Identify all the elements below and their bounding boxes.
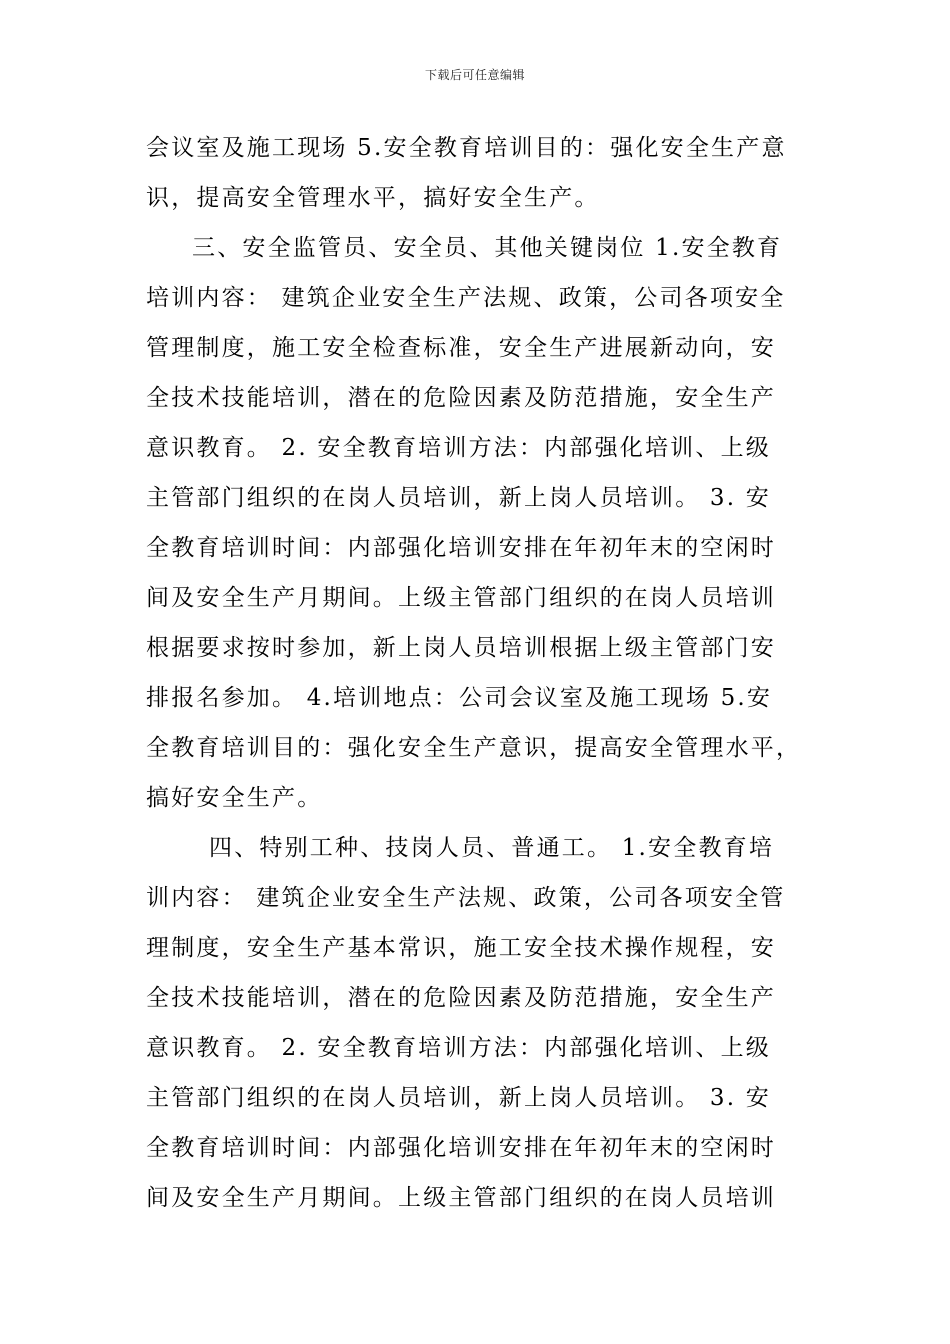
text-line: 根据要求按时参加，新上岗人员培训根据上级主管部门安 bbox=[146, 635, 776, 661]
text-line: 意识教育。 2. 安全教育培训方法：内部强化培训、上级 bbox=[146, 1035, 771, 1061]
text-line: 管理制度，施工安全检查标准，安全生产进展新动向，安 bbox=[146, 335, 776, 361]
section-heading-line: 四、特别工种、技岗人员、普通工。 1.安全教育培 bbox=[209, 835, 775, 861]
section-heading-line: 三、安全监管员、安全员、其他关键岗位 1.安全教育 bbox=[192, 235, 783, 261]
text-line: 全教育培训时间：内部强化培训安排在年初年末的空闲时 bbox=[146, 535, 776, 561]
text-line: 全技术技能培训，潜在的危险因素及防范措施，安全生产 bbox=[146, 385, 776, 411]
text-line: 搞好安全生产。 bbox=[146, 785, 323, 811]
text-line: 会议室及施工现场 5.安全教育培训目的：强化安全生产意 bbox=[146, 135, 787, 161]
text-line: 意识教育。 2. 安全教育培训方法：内部强化培训、上级 bbox=[146, 435, 771, 461]
text-line: 全教育培训时间：内部强化培训安排在年初年末的空闲时 bbox=[146, 1135, 776, 1161]
text-line: 培训内容： 建筑企业安全生产法规、政策，公司各项安全 bbox=[146, 285, 786, 311]
text-line: 主管部门组织的在岗人员培训，新上岗人员培训。 3. 安 bbox=[146, 485, 771, 511]
text-line: 主管部门组织的在岗人员培训，新上岗人员培训。 3. 安 bbox=[146, 1085, 771, 1111]
text-line: 全教育培训目的：强化安全生产意识，提高安全管理水平， bbox=[146, 735, 802, 761]
text-line: 间及安全生产月期间。上级主管部门组织的在岗人员培训 bbox=[146, 585, 776, 611]
header-note: 下载后可任意编辑 bbox=[424, 68, 525, 82]
text-line: 识，提高安全管理水平，搞好安全生产。 bbox=[146, 185, 600, 211]
text-line: 间及安全生产月期间。上级主管部门组织的在岗人员培训 bbox=[146, 1185, 776, 1211]
text-line: 全技术技能培训，潜在的危险因素及防范措施，安全生产 bbox=[146, 985, 776, 1011]
text-line: 理制度，安全生产基本常识，施工安全技术操作规程，安 bbox=[146, 935, 776, 961]
text-line: 排报名参加。 4.培训地点：公司会议室及施工现场 5.安 bbox=[146, 685, 773, 711]
text-line: 训内容： 建筑企业安全生产法规、政策，公司各项安全管 bbox=[146, 885, 786, 911]
